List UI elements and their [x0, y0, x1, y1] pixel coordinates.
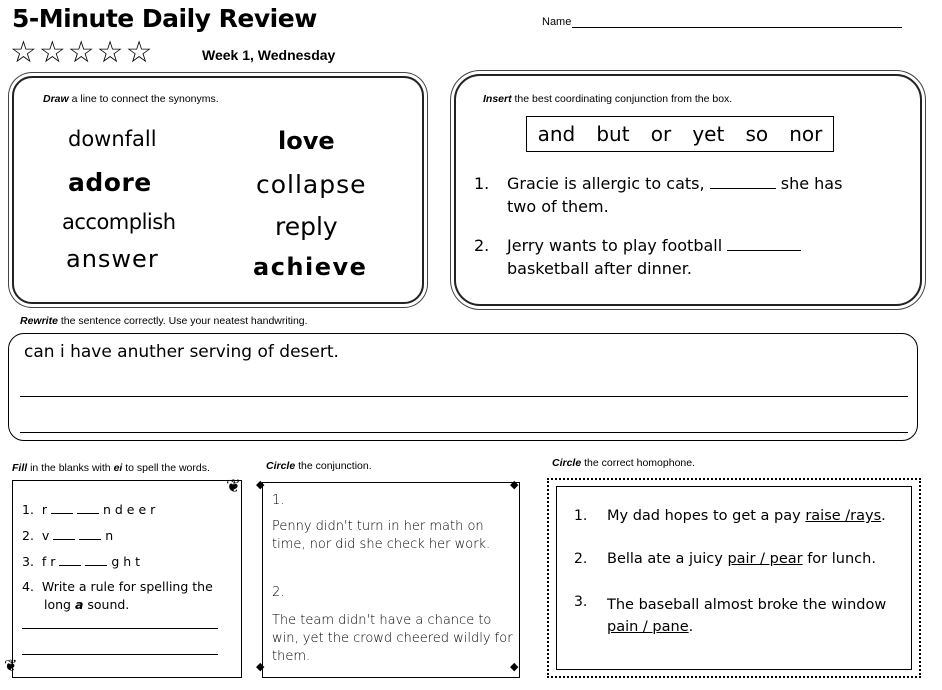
homophone-choice-3[interactable]: pain / pane — [607, 619, 689, 635]
synonym-left-1[interactable]: downfall — [68, 127, 157, 151]
homophone-instructions: Circle the correct homophone. — [552, 457, 696, 469]
conjunction-q2: Jerry wants to play football basketball after dinner. — [507, 234, 887, 280]
synonyms-instructions: Draw a line to connect the synonyms. — [43, 93, 219, 105]
word-or: or — [650, 122, 672, 146]
rewrite-sentence: can i have anuther serving of desert. — [24, 342, 339, 362]
name-field[interactable] — [542, 16, 902, 28]
homophone-q2: Bella ate a juicy pair / pear for lunch. — [607, 551, 876, 567]
rule-line-2[interactable] — [22, 654, 218, 655]
letter-blank[interactable] — [51, 513, 73, 514]
answer-blank[interactable] — [727, 250, 801, 251]
conjunction-q2-number: 2. — [474, 236, 490, 255]
star-rating[interactable]: ☆☆☆☆☆ — [10, 35, 155, 70]
homophone-q3-number: 3. — [574, 594, 588, 610]
conjunction-word-bank — [526, 116, 834, 152]
word-nor: nor — [789, 122, 823, 146]
synonym-right-4[interactable]: achieve — [253, 253, 368, 281]
bow-icon: ❦ — [226, 476, 242, 497]
circle-q1-sentence[interactable]: Penny didn't turn in her math on time, nor did she check her work. — [272, 519, 491, 552]
word-so: so — [745, 122, 769, 146]
homophone-q1-number: 1. — [574, 508, 588, 524]
circle-instructions: Circle the conjunction. — [266, 460, 372, 472]
writing-line-1[interactable] — [20, 396, 908, 397]
fill-instructions: Fill in the blanks with ei to spell the words. — [12, 462, 210, 474]
letter-blank[interactable] — [59, 565, 81, 566]
name-label: Name — [542, 16, 572, 28]
conjunction-q1-number: 1. — [474, 174, 490, 193]
homophone-choice-2[interactable]: pair / pear — [727, 551, 803, 567]
word-and: and — [537, 122, 576, 146]
arrow-icon: ◆ — [510, 478, 519, 491]
circle-q2-number: 2. — [272, 585, 285, 600]
page-title: 5-Minute Daily Review — [12, 4, 317, 33]
rewrite-instructions: Rewrite the sentence correctly. Use your neatest handwriting. — [20, 315, 308, 327]
synonym-right-3[interactable]: reply — [275, 212, 338, 241]
homophone-q3: The baseball almost broke the window pain / pane. — [607, 597, 887, 635]
fill-item-2: 2. v n — [22, 528, 114, 543]
homophone-q2-number: 2. — [574, 551, 588, 567]
synonym-left-4[interactable]: answer — [66, 245, 159, 273]
letter-blank[interactable] — [79, 539, 101, 540]
answer-blank[interactable] — [710, 188, 776, 189]
arrow-icon: ◆ — [256, 660, 265, 673]
fill-item-4: 4. Write a rule for spelling the long a sound. — [22, 579, 213, 612]
fill-item-3: 3. f r g h t — [22, 554, 141, 569]
conjunction-q1: Gracie is allergic to cats, she has two of them. — [507, 174, 843, 216]
writing-line-2[interactable] — [20, 432, 908, 433]
homophone-choice-1[interactable]: raise /rays — [805, 508, 882, 524]
arrow-icon: ◆ — [256, 478, 265, 491]
fill-list — [22, 500, 232, 614]
word-yet: yet — [692, 122, 725, 146]
arrow-icon: ◆ — [510, 660, 519, 673]
synonym-right-1[interactable]: love — [278, 127, 335, 155]
letter-blank[interactable] — [53, 539, 75, 540]
bow-icon: ❦ — [4, 656, 18, 675]
letter-blank[interactable] — [77, 513, 99, 514]
circle-q2-sentence[interactable]: The team didn't have a chance to win, yet the crowd cheered wildly for them. — [272, 613, 513, 664]
word-but: but — [596, 122, 630, 146]
circle-q1-number: 1. — [272, 493, 285, 508]
synonym-left-3[interactable]: accomplish — [62, 210, 176, 234]
letter-blank[interactable] — [85, 565, 107, 566]
name-line[interactable] — [572, 17, 902, 28]
fill-item-1: 1. r n d e e r — [22, 502, 156, 517]
synonym-right-2[interactable]: collapse — [256, 170, 367, 199]
conjunction-instructions: Insert the best coordinating conjunction from the box. — [483, 93, 733, 105]
rule-line-1[interactable] — [22, 628, 218, 629]
homophone-q1: My dad hopes to get a pay raise /rays. — [607, 508, 886, 524]
week-label: Week 1, Wednesday — [202, 47, 336, 63]
synonym-left-2[interactable]: adore — [68, 168, 152, 197]
